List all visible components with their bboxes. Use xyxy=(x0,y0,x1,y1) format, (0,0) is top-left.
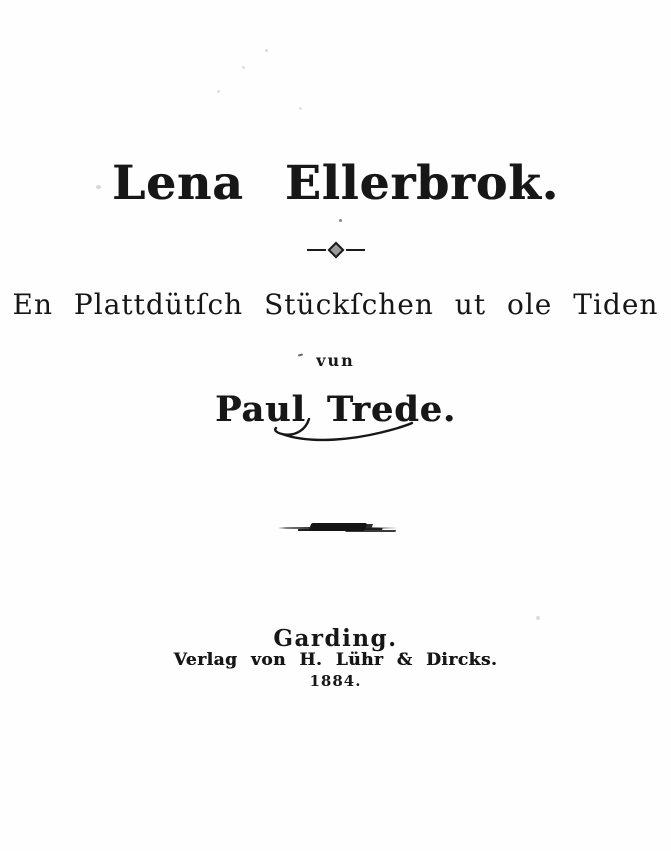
ornament-dash-icon xyxy=(346,249,365,251)
imprint-place: Garding. xyxy=(273,625,398,652)
scan-speck xyxy=(339,219,342,222)
book-title: Lena Ellerbrok. xyxy=(111,156,560,211)
dash-diamond-dash-ornament xyxy=(0,244,671,256)
smudged-printers-rule-ornament xyxy=(278,521,398,534)
calligraphic-flourish-icon xyxy=(262,418,414,444)
author-name: Paul Trede. xyxy=(214,389,457,430)
rule-smudge-blob xyxy=(309,523,368,531)
book-subtitle: En Plattdütſch Stückſchen ut ole Tiden xyxy=(12,288,659,321)
scan-speck xyxy=(536,616,540,620)
ornament-diamond-icon xyxy=(327,242,344,259)
ornament-dash-icon xyxy=(307,249,326,251)
scan-speck xyxy=(217,90,220,93)
imprint-publisher: Verlag von H. Lühr & Dircks. xyxy=(173,650,498,670)
scan-speck xyxy=(299,107,302,110)
imprint-year: 1884. xyxy=(309,672,362,690)
scan-speck xyxy=(242,66,245,69)
scan-speck xyxy=(265,49,268,52)
byline-prefix: vun xyxy=(316,351,355,370)
